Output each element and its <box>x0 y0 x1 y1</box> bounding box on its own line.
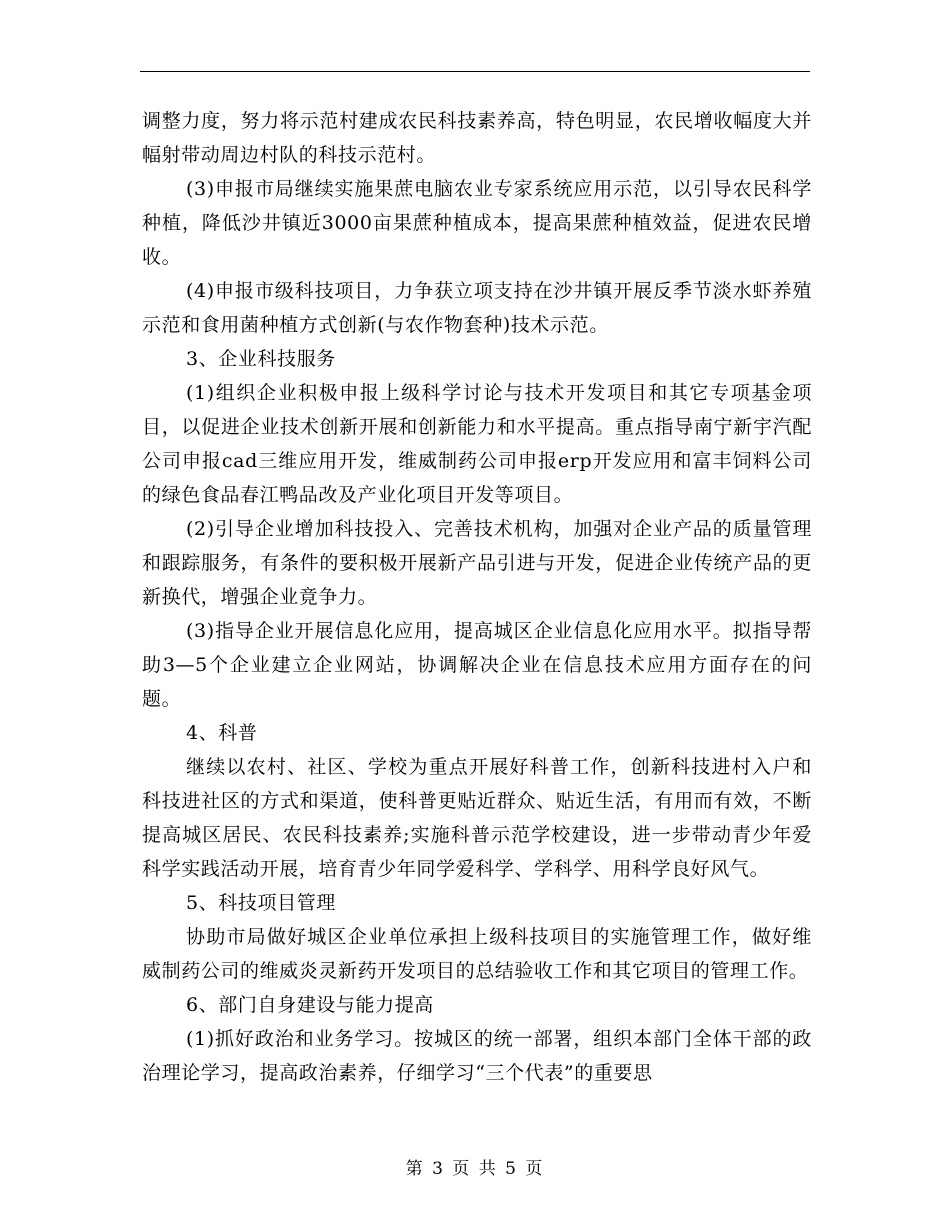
paragraph: (3)指导企业开展信息化应用，提高城区企业信息化应用水平。拟指导帮助3—5个企业建立企业网站，协调解决企业在信息技术应用方面存在的问题。 <box>142 620 812 710</box>
document-body <box>142 104 812 1090</box>
paragraph: (3)申报市局继续实施果蔗电脑农业专家系统应用示范，以引导农民科学种植，降低沙井镇近3000亩果蔗种植成本，提高果蔗种植效益，促进农民增收。 <box>142 178 812 268</box>
paragraph: (1)抓好政治和业务学习。按城区的统一部署，组织本部门全体干部的政治理论学习，提高政治素养，仔细学习“三个代表”的重要思 <box>142 1028 812 1084</box>
paragraph: 5、科技项目管理 <box>186 892 336 914</box>
paragraph: 协助市局做好城区企业单位承担上级科技项目的实施管理工作，做好维威制药公司的维威炎灵新药开发项目的总结验收工作和其它项目的管理工作。 <box>142 926 812 982</box>
header-rule <box>140 71 810 72</box>
paragraph: 3、企业科技服务 <box>186 348 336 370</box>
page-number: 第 3 页 共 5 页 <box>405 1159 545 1179</box>
paragraph: (1)组织企业积极申报上级科学讨论与技术开发项目和其它专项基金项目，以促进企业技术创新开展和创新能力和水平提高。重点指导南宁新宇汽配公司申报cad三维应用开发，维威制药公司申报erp开发应用和富丰饲料公司的绿色食品春江鸭品改及产业化项目开发等项目。 <box>142 382 812 506</box>
paragraph: 6、部门自身建设与能力提高 <box>186 994 434 1016</box>
paragraph: 继续以农村、社区、学校为重点开展好科普工作，创新科技进村入户和科技进社区的方式和渠道，使科普更贴近群众、贴近生活，有用而有效，不断提高城区居民、农民科技素养;实施科普示范学校建设，进一步带动青少年爱科学实践活动开展，培育青少年同学爱科学、学科学、用科学良好风气。 <box>142 756 812 880</box>
paragraph: (4)申报市级科技项目，力争获立项支持在沙井镇开展反季节淡水虾养殖示范和食用菌种植方式创新(与农作物套种)技术示范。 <box>142 280 812 336</box>
paragraph: (2)引导企业增加科技投入、完善技术机构，加强对企业产品的质量管理和跟踪服务，有条件的要积极开展新产品引进与开发，促进企业传统产品的更新换代，增强企业竟争力。 <box>142 518 812 608</box>
paragraph: 4、科普 <box>186 722 258 744</box>
paragraph: 调整力度，努力将示范村建成农民科技素养高，特色明显，农民增收幅度大并幅射带动周边村队的科技示范村。 <box>142 110 812 166</box>
